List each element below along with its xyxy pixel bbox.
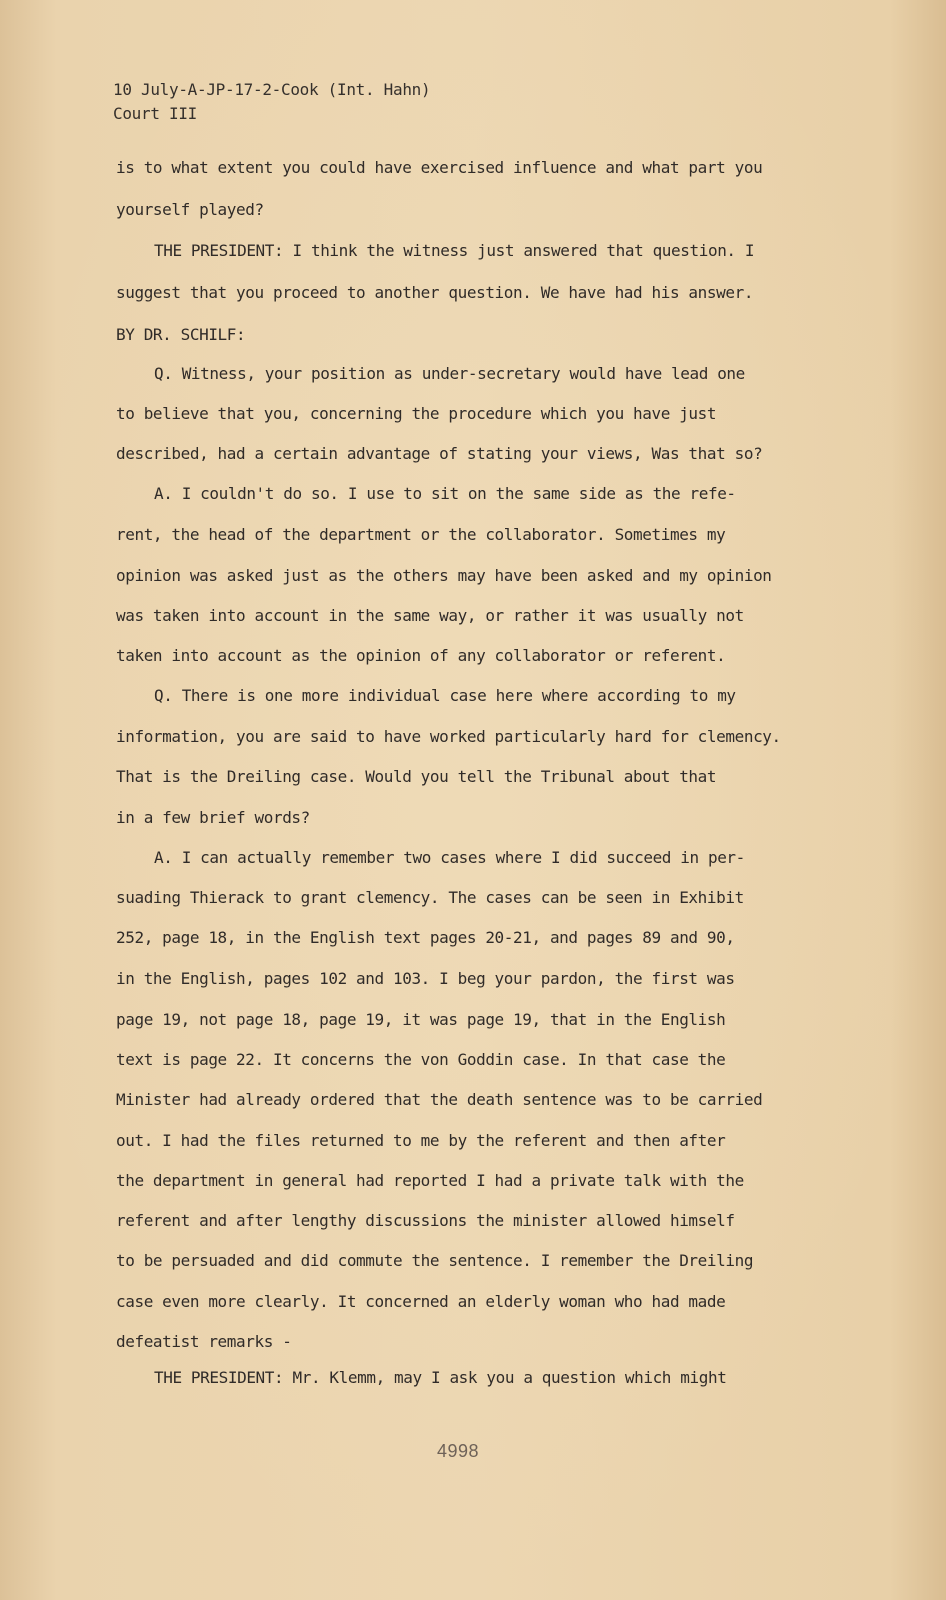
text-line: in the English, pages 102 and 103. I beg your pardon, the first was: [116, 969, 735, 988]
text-line: BY DR. SCHILF:: [116, 325, 246, 344]
text-line: out. I had the files returned to me by the referent and then after: [116, 1131, 726, 1150]
text-line: the department in general had reported I had a private talk with the: [116, 1171, 744, 1190]
document-header: [113, 78, 430, 126]
text-line: to believe that you, concerning the procedure which you have just: [116, 404, 717, 423]
text-line: was taken into account in the same way, or rather it was usually not: [116, 606, 744, 625]
text-line: defeatist remarks -: [116, 1332, 292, 1351]
text-line: opinion was asked just as the others may have been asked and my opinion: [116, 566, 772, 585]
text-line: taken into account as the opinion of any collaborator or referent.: [116, 646, 726, 665]
text-line: to be persuaded and did commute the sentence. I remember the Dreiling: [116, 1251, 754, 1270]
text-line: suading Thierack to grant clemency. The cases can be seen in Exhibit: [116, 888, 744, 907]
text-line: THE PRESIDENT: I think the witness just answered that question. I: [154, 241, 755, 260]
text-line: is to what extent you could have exercised influence and what part you: [116, 158, 763, 177]
text-line: page 19, not page 18, page 19, it was page 19, that in the English: [116, 1010, 726, 1029]
text-line: described, had a certain advantage of stating your views, Was that so?: [116, 444, 763, 463]
text-line: THE PRESIDENT: Mr. Klemm, may I ask you a question which might: [154, 1368, 727, 1387]
page-number: 4998: [437, 1441, 480, 1461]
text-line: information, you are said to have worked particularly hard for clemency.: [116, 727, 781, 746]
text-line: Q. There is one more individual case here where according to my: [154, 686, 736, 705]
text-line: suggest that you proceed to another question. We have had his answer.: [116, 283, 754, 302]
header-court-line: Court III: [113, 104, 197, 123]
text-line: text is page 22. It concerns the von Goddin case. In that case the: [116, 1050, 726, 1069]
text-line: in a few brief words?: [116, 808, 310, 827]
text-line: A. I can actually remember two cases where I did succeed in per-: [154, 848, 745, 867]
text-line: A. I couldn't do so. I use to sit on the same side as the refe-: [154, 484, 736, 503]
text-line: yourself played?: [116, 200, 264, 219]
header-session-line: 10 July-A-JP-17-2-Cook (Int. Hahn): [113, 80, 431, 99]
text-line: case even more clearly. It concerned an elderly woman who had made: [116, 1292, 726, 1311]
text-line: referent and after lengthy discussions the minister allowed himself: [116, 1211, 735, 1230]
text-line: 252, page 18, in the English text pages 20-21, and pages 89 and 90,: [116, 928, 735, 947]
text-line: Q. Witness, your position as under-secretary would have lead one: [154, 364, 745, 383]
text-line: That is the Dreiling case. Would you tell the Tribunal about that: [116, 767, 717, 786]
text-line: rent, the head of the department or the collaborator. Sometimes my: [116, 525, 726, 544]
text-line: Minister had already ordered that the death sentence was to be carried: [116, 1090, 763, 1109]
